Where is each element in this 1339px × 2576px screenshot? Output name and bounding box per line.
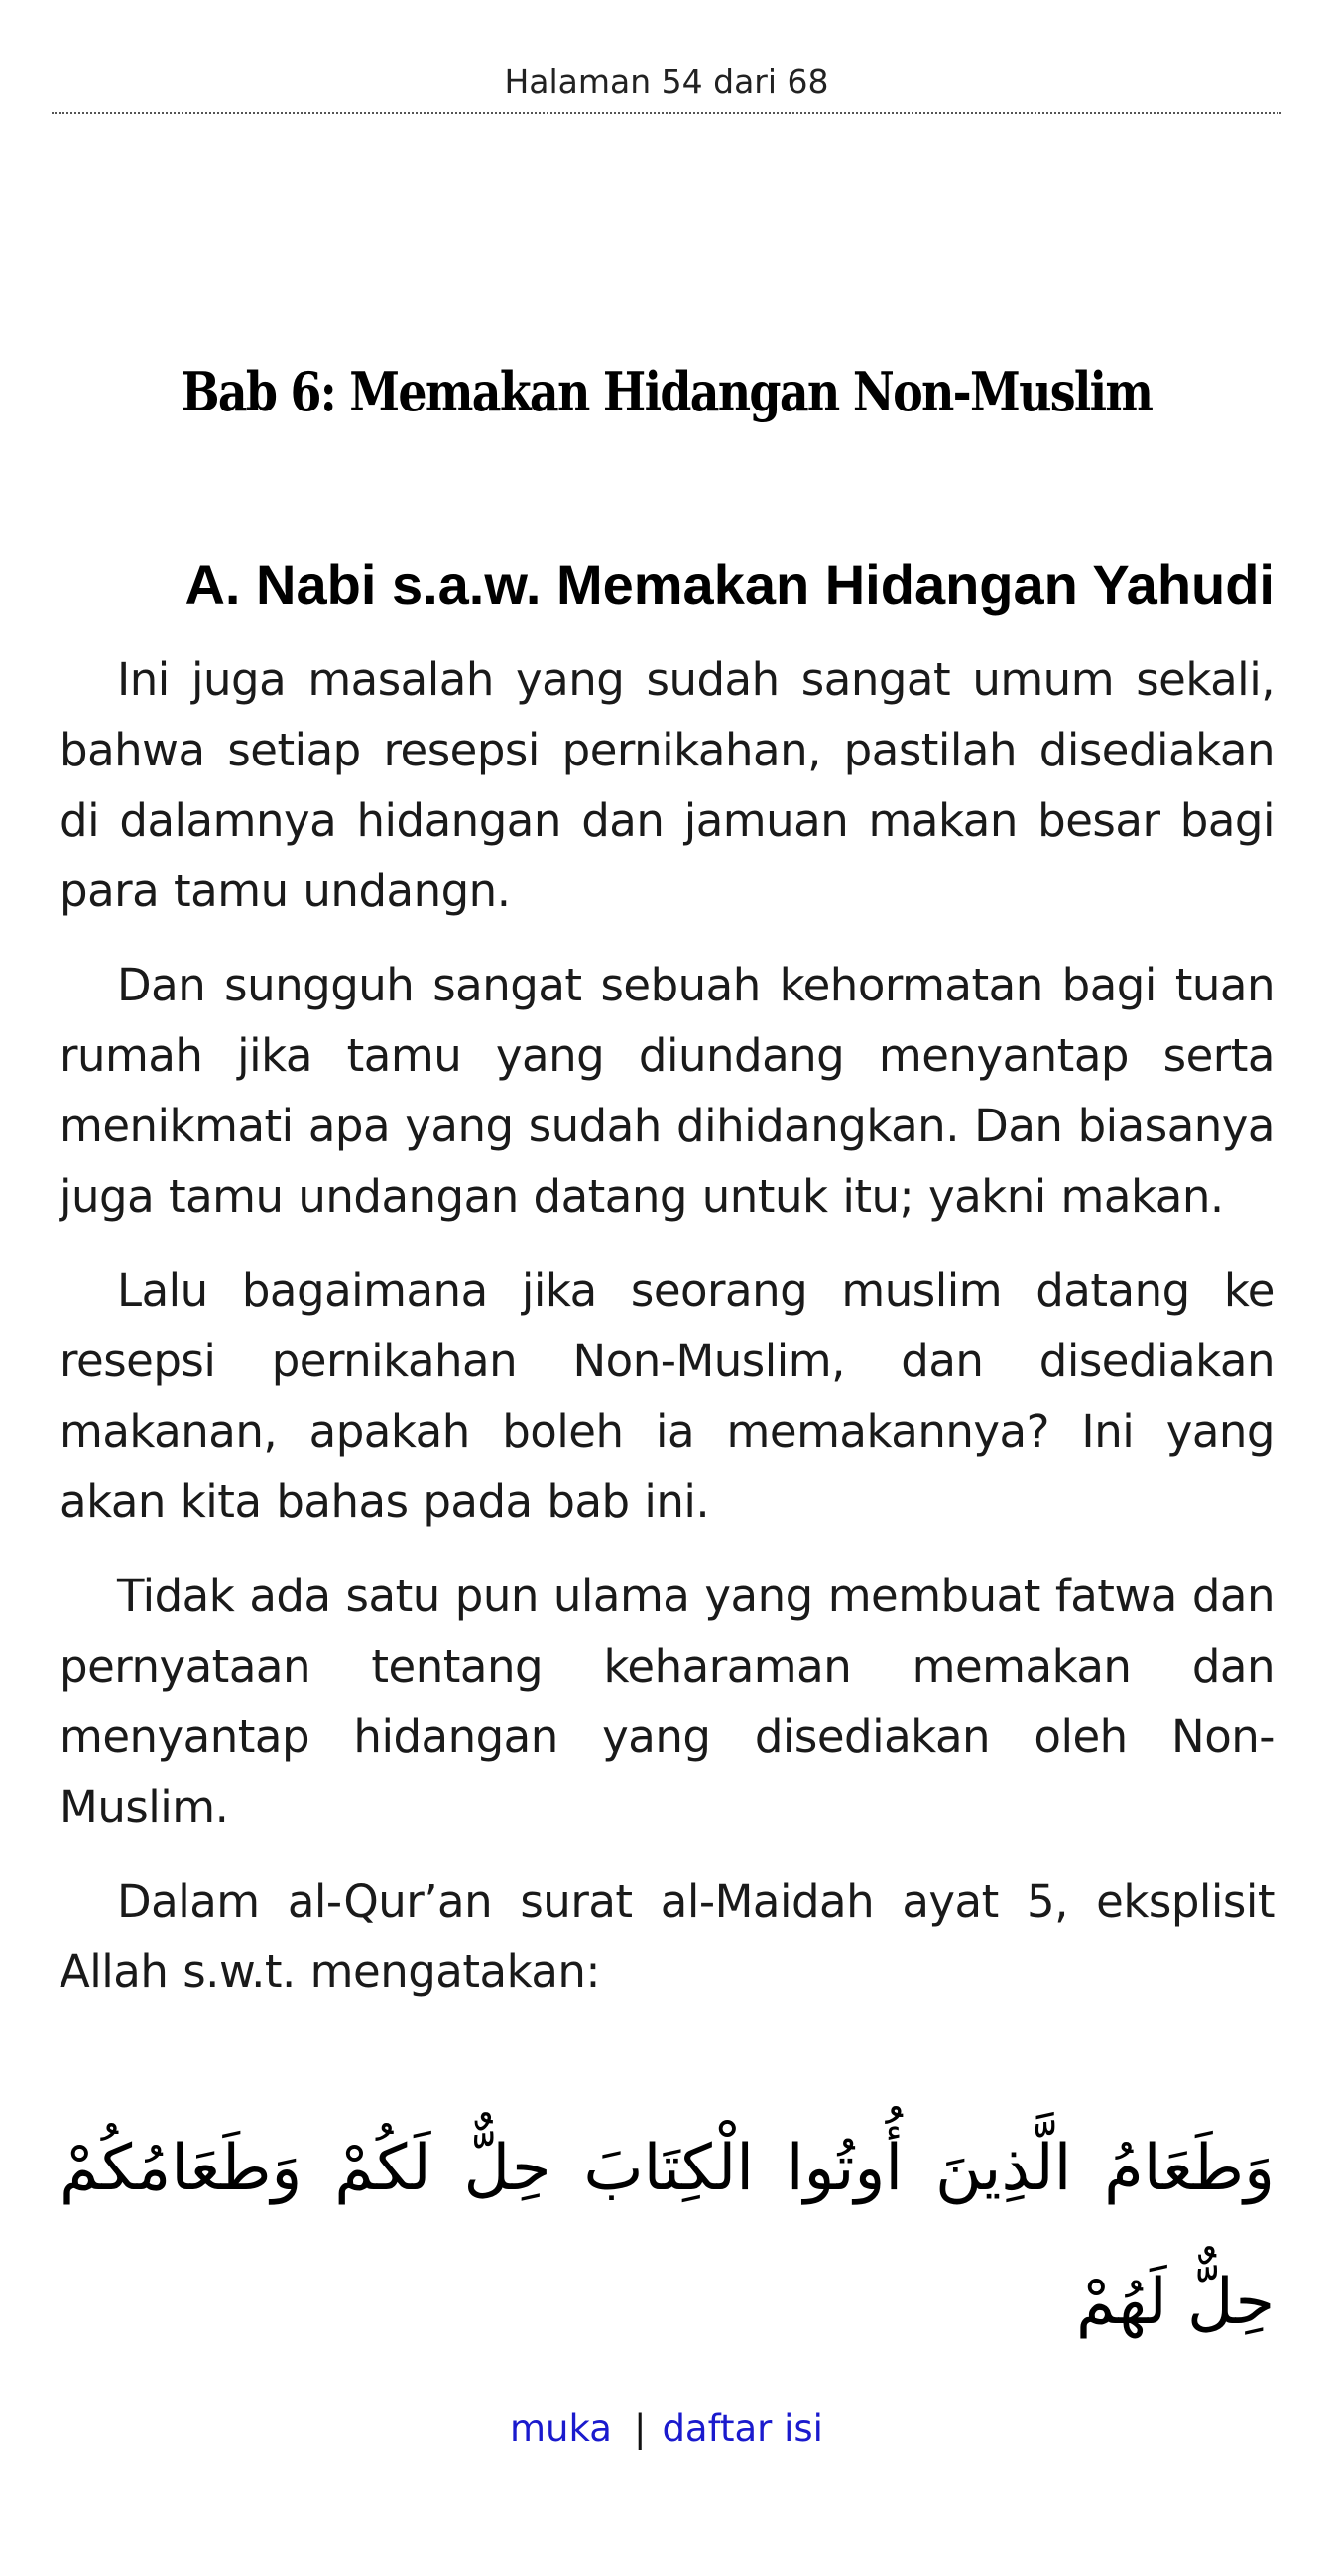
quran-verse: وَطَعَامُ الَّذِينَ أُوتُوا الْكِتَابَ حِلٌّ لَكُمْ وَطَعَامُكُمْ حِلٌّ لَهُمْ (60, 2132, 1275, 2339)
page-indicator: Halaman 54 dari 68 (504, 62, 829, 101)
body-text (60, 644, 1275, 2031)
section-title: A. Nabi s.a.w. Memakan Hidangan Yahudi (184, 553, 1275, 616)
table-of-contents-link[interactable]: daftar isi (662, 2407, 823, 2450)
header-divider (52, 112, 1281, 114)
paragraph-4: Tidak ada satu pun ulama yang membuat fatwa dan pernyataan tentang keharaman memakan dan menyantap hidangan yang disediakan oleh Non-Muslim. (60, 1570, 1275, 1833)
paragraph-1: Ini juga masalah yang sudah sangat umum sekali, bahwa setiap resepsi pernikahan, pastilah disediakan di dalamnya hidangan dan jamuan makan besar bagi para tamu undangn. (60, 653, 1275, 917)
home-link[interactable]: muka (510, 2407, 612, 2450)
paragraph-2: Dan sungguh sangat sebuah kehormatan bagi tuan rumah jika tamu yang diundang menyantap serta menikmati apa yang sudah dihidangkan. Dan biasanya juga tamu undangan datang untuk itu; yakni makan. (60, 959, 1275, 1223)
paragraph-3: Lalu bagaimana jika seorang muslim datang ke resepsi pernikahan Non-Muslim, dan disediakan makanan, apakah boleh ia memakannya? Ini yang akan kita bahas pada bab ini. (60, 1264, 1275, 1528)
footer-nav (52, 2401, 1281, 2457)
paragraph-5: Dalam al-Qur’an surat al-Maidah ayat 5, eksplisit Allah s.w.t. mengatakan: (60, 1875, 1275, 1998)
chapter-title: Bab 6: Memakan Hidangan Non-Muslim (181, 360, 1153, 423)
footer-separator: | (633, 2407, 647, 2450)
